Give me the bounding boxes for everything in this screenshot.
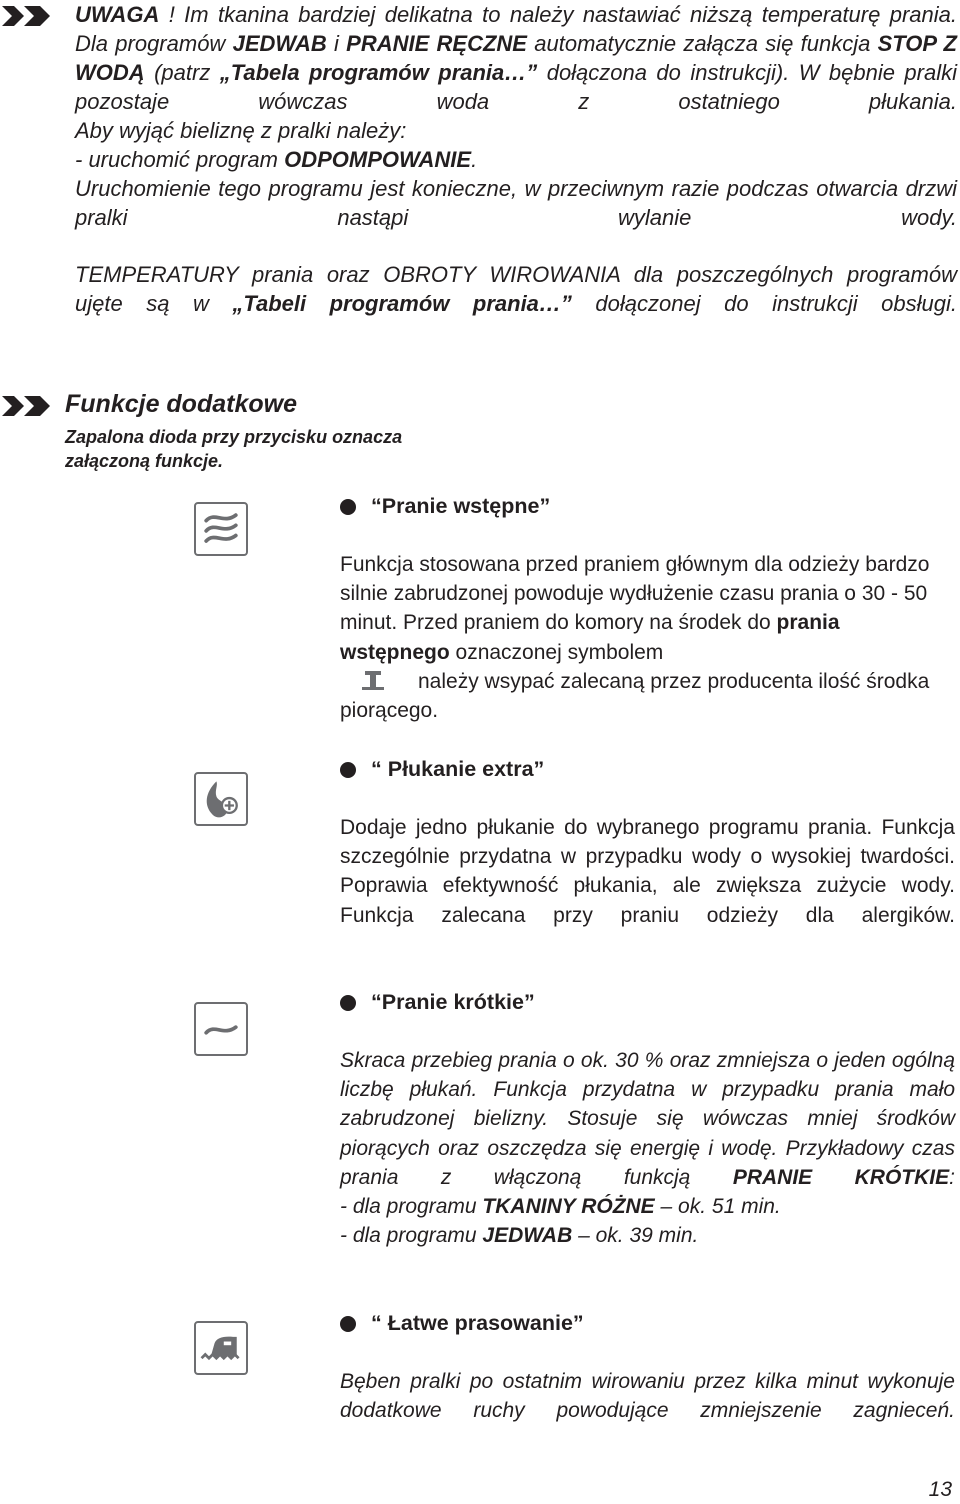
- feature-easy-iron: “ Łatwe prasowanie” Bęben pralki po ostatnim wirowaniu przez kilka minut wykonuje dodatkowe ruchy powodujące zmniejszenie zagnieceń.: [340, 1311, 955, 1423]
- double-arrow-icon: [2, 396, 52, 416]
- short-wash-icon: [194, 1002, 248, 1056]
- warning-lead: UWAGA: [75, 2, 160, 27]
- prewash-icon: [194, 502, 248, 556]
- page-number: 13: [928, 1478, 952, 1501]
- bullet-icon: [340, 995, 356, 1011]
- feature-title: “Pranie wstępne”: [371, 494, 551, 518]
- remove-step: - uruchomić program ODPOMPOWANIE.: [75, 147, 478, 172]
- feature-extra-rinse: “ Płukanie extra” Dodaje jedno płukanie do wybranego programu prania. Funkcja szczególnie przydatna w przypadku wody o wysokiej twardości. Poprawia efektywność płukania, ale zwiększa zużycie wody. Funkcja zalecana przy praniu odzieży dla alergików.: [340, 757, 955, 927]
- bullet-icon: [340, 1316, 356, 1332]
- feature-prewash: “Pranie wstępne” Funkcja stosowana przed praniem głównym dla odzieży bardzo silnie zabrudzonej powoduje wydłużenie czasu prania o 30 - 50 minut. Przed praniem do komory na środek do prania wstępnego oznaczonej symbolem należy wsypać zalecaną przez producenta ilość środka piorącego.: [340, 494, 930, 723]
- feature-short-wash: “Pranie krótkie” Skraca przebieg prania o ok. 30 % oraz zmniejsza o jeden ogólną liczbę płukań. Funkcja przydatna w przypadku prania mało zabrudzonej bielizny. Stosuje się wówczas mniej środków piorących oraz oszczędza się energię i wodę. Przykładowy czas prania z włączoną funkcją PRANIE KRÓTKIE: - dla programu TKANINY RÓŻNE – ok. 51 min. - dla programu JEDWAB – ok. 39 min.: [340, 990, 955, 1248]
- extra-rinse-icon: [194, 772, 248, 826]
- bullet-icon: [340, 762, 356, 778]
- feature-title: “Pranie krótkie”: [371, 990, 535, 1014]
- temperature-note: TEMPERATURY prania oraz OBROTY WIROWANIA dla poszczególnych programów ujęte są w „Tabeli programów prania…” dołączonej do instrukcji obsługi.: [75, 262, 957, 316]
- double-arrow-icon: [2, 6, 52, 26]
- bullet-icon: [340, 499, 356, 515]
- remove-intro: Aby wyjąć bieliznę z pralki należy:: [75, 118, 407, 143]
- iron-icon: [194, 1321, 248, 1375]
- section-subtitle: Zapalona dioda przy przycisku oznacza załączoną funkcje.: [65, 427, 403, 471]
- necessity-note: Uruchomienie tego programu jest konieczne, w przeciwnym razie podczas otwarcia drzwi pralki nastąpi wylanie wody.: [75, 176, 957, 230]
- warning-block: UWAGA ! Im tkanina bardziej delikatna to należy nastawiać niższą temperaturę prania. Dla programów JEDWAB i PRANIE RĘCZNE automatycznie załącza się funkcja STOP Z WODĄ (patrz „Tabela programów prania…” dołączona do instrukcji). W bębnie pralki pozostaje wówczas woda z ostatniego płukania. Aby wyjąć bieliznę z pralki należy: - uruchomić program ODPOMPOWANIE. Uruchomienie tego programu jest konieczne, w przeciwnym razie podczas otwarcia drzwi pralki nastąpi wylanie wody. TEMPERATURY prania oraz OBROTY WIROWANIA dla poszczególnych programów ujęte są w „Tabeli programów prania…” dołączonej do instrukcji obsługi.: [75, 2, 957, 316]
- feature-title: “ Łatwe prasowanie”: [371, 1311, 584, 1335]
- feature-title: “ Płukanie extra”: [371, 757, 545, 781]
- section-title: Funkcje dodatkowe: [65, 390, 297, 418]
- compartment-one-icon: [362, 669, 384, 691]
